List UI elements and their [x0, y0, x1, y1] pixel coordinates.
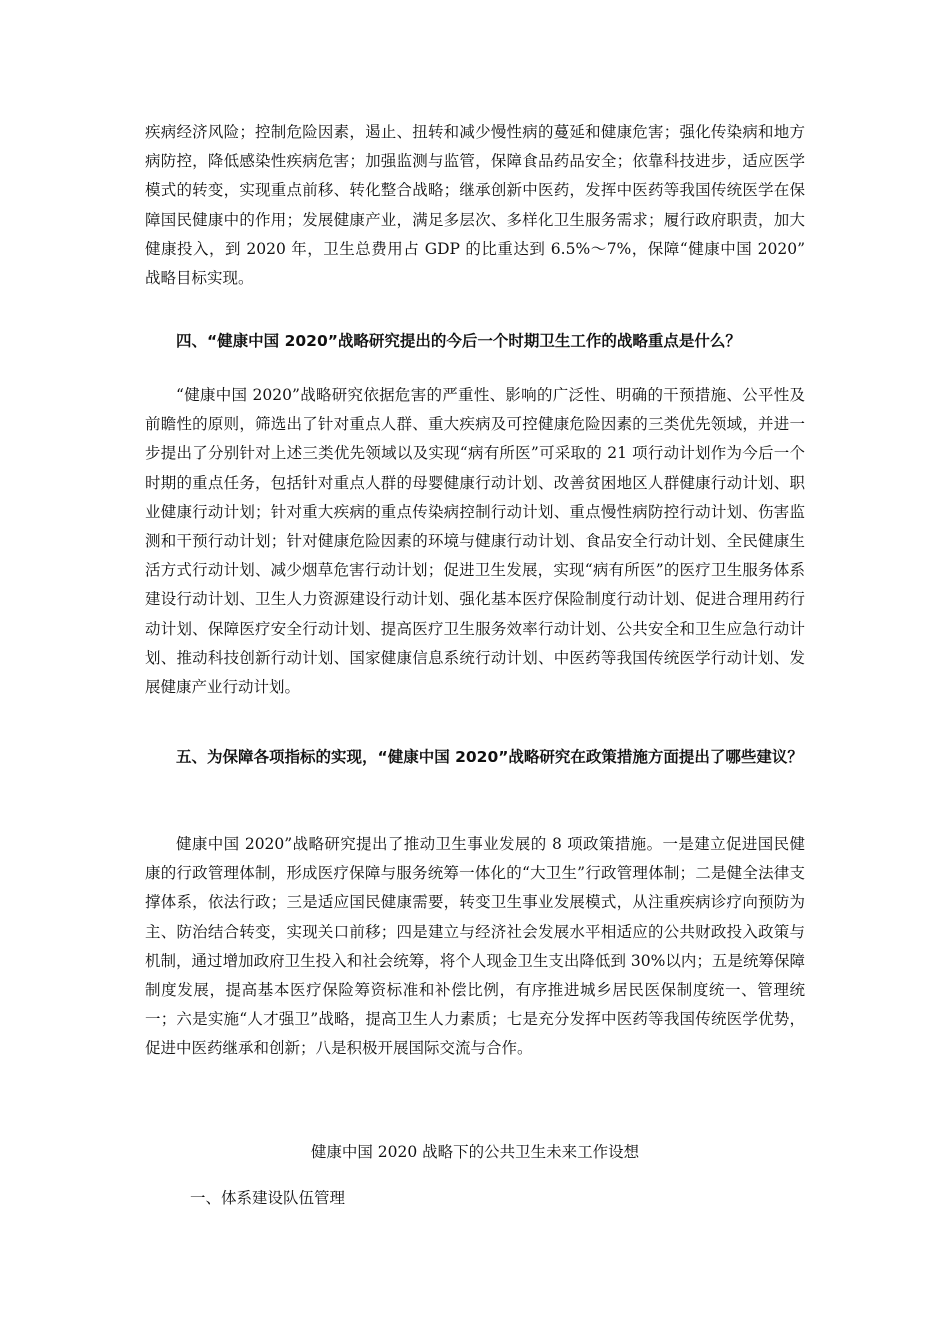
document-subtitle: 健康中国 2020 战略下的公共卫生未来工作设想: [310, 1143, 640, 1161]
subsection-heading: 一、体系建设队伍管理: [190, 1189, 346, 1207]
section-heading-five: 五、为保障各项指标的实现，“健康中国 2020”战略研究在政策措施方面提出了哪些建议？: [176, 748, 803, 766]
paragraph-health-risks: 疾病经济风险；控制危险因素，遏止、扭转和减少慢性病的蔓延和健康危害；强化传染病和地方病防控，降低感染性疾病危害；加强监测与监管，保障食品药品安全；依靠科技进步，适应医学模式的转变，实现重点前移、转化整合战略；继承创新中医药，发挥中医药等我国传统医学在保障国民健康中的作用；发展健康产业，满足多层次、多样化卫生服务需求；履行政府职责，加大健康投入，到 2020 年，卫生总费用占 GDP 的比重达到 6.5%～7%，保障“健康中国 2020” 战略目标实现。: [145, 123, 805, 288]
paragraph-strategic-priorities: “健康中国 2020”战略研究依据危害的严重性、影响的广泛性、明确的干预措施、公平性及前瞻性的原则，筛选出了针对重点人群、重大疾病及可控健康危险因素的三类优先领域，并进一步提出了分别针对上述三类优先领域以及实现“病有所医”可采取的 21 项行动计划作为今后一个时期的重点任务，包括针对重点人群的母婴健康行动计划、改善贫困地区人群健康行动计划、职业健康行动计划；针对重大疾病的重点传染病控制行动计划、重点慢性病防控行动计划、伤害监测和干预行动计划；针对健康危险因素的环境与健康行动计划、食品安全行动计划、全民健康生活方式行动计划、减少烟草危害行动计划；促进卫生发展，实现“病有所医”的医疗卫生服务体系建设行动计划、卫生人力资源建设行动计划、强化基本医疗保险制度行动计划、促进合理用药行动计划、保障医疗安全行动计划、提高医疗卫生服务效率行动计划、公共安全和卫生应急行动计划、推动科技创新行动计划、国家健康信息系统行动计划、中医药等我国传统医学行动计划、发展健康产业行动计划。: [145, 386, 805, 697]
section-heading-four: 四、“健康中国 2020”战略研究提出的今后一个时期卫生工作的战略重点是什么？: [176, 332, 741, 350]
paragraph-policy-measures: 健康中国 2020”战略研究提出了推动卫生事业发展的 8 项政策措施。一是建立促进国民健康的行政管理体制，形成医疗保障与服务统筹一体化的“大卫生”行政管理体制；二是健全法律支撑体系，依法行政；三是适应国民健康需要，转变卫生事业发展模式，从注重疾病诊疗向预防为主、防治结合转变，实现关口前移；四是建立与经济社会发展水平相适应的公共财政投入政策与机制，通过增加政府卫生投入和社会统筹，将个人现金卫生支出降低到 30%以内；五是统筹保障制度发展，提高基本医疗保险筹资标准和补偿比例，有序推进城乡居民医保制度统一、管理统一；六是实施“人才强卫”战略，提高卫生人力素质；七是充分发挥中医药等我国传统医学优势，促进中医药继承和创新；八是积极开展国际交流与合作。: [145, 835, 805, 1058]
